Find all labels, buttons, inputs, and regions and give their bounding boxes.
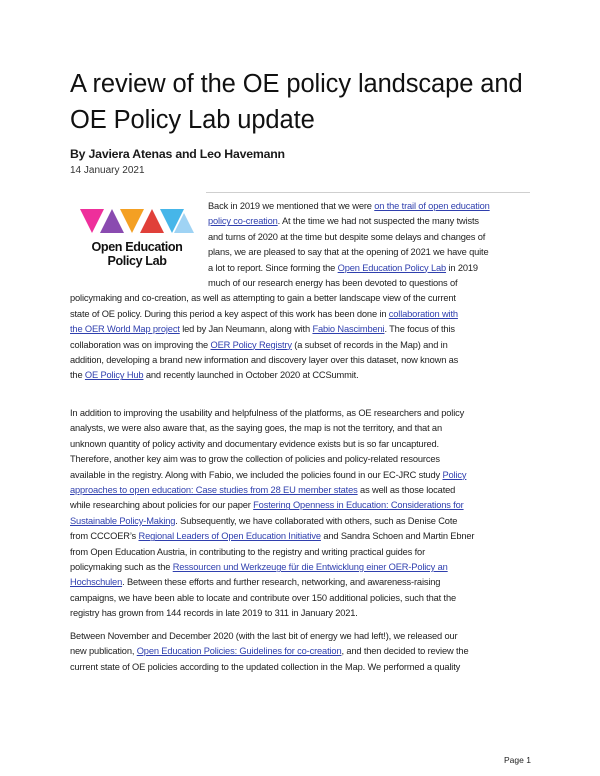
link-regional-leaders[interactable]: Regional Leaders of Open Education Initiative (138, 531, 321, 542)
text: from CCCOER’s (70, 531, 139, 542)
text: Back in 2019 we mentioned that we were (208, 201, 375, 211)
text: unknown quantity of policy activity and documentary evidence exists but is so far uncaptured. (70, 438, 439, 449)
text: and recently launched in October 2020 at CCSummit. (143, 370, 359, 381)
text: policymaking such as the (70, 562, 173, 572)
logo-text-line-1: Open Education (91, 240, 183, 254)
text: current state of OE policies according to the updated collection in the Map. We performed a quality (70, 661, 461, 672)
title-line-2: OE Policy Lab update (70, 106, 315, 134)
text: In addition to improving the usability and helpfulness of the platforms, as OE researchers and policy (70, 408, 465, 418)
page-number: Page 1 (504, 755, 531, 765)
text: policymaking and co-creation, as well as attempting to gain a better landscape view of the current (70, 293, 456, 304)
text: plans, we are pleased to say that at the opening of 2021 we have quite (208, 247, 489, 258)
text: much of our research energy has been devoted to questions of (208, 278, 458, 288)
text: Between November and December 2020 (with the last bit of energy we had left!), we released our (70, 631, 458, 641)
paragraph-2 (70, 406, 532, 626)
title-line-1: A review of the OE policy landscape and (70, 70, 523, 98)
link-ressourcen-und-werkzeuge[interactable]: Ressourcen und Werkzeuge für die Entwicklung einer OER-Policy an (172, 562, 448, 572)
text: registry has grown from 144 records in late 2019 to 311 in January 2021. (70, 608, 358, 619)
text: . At the time we had not suspected the many twists (277, 216, 479, 227)
text: while researching about policies for our paper (70, 500, 254, 511)
link-policy-approaches-cont[interactable]: approaches to open education: Case studies from 28 EU member states (70, 485, 358, 495)
paragraph-3 (70, 629, 532, 679)
author-byline: By Javiera Atenas and Leo Havemann (70, 147, 285, 161)
text: . The focus of this (384, 324, 455, 335)
text: and turns of 2020 at the time but despite some delays and changes of (208, 231, 486, 242)
link-fostering-openness-cont[interactable]: Sustainable Policy-Making (70, 515, 176, 526)
text: addition, developing a brand new information and discovery layer over this dataset, now known as (70, 355, 459, 365)
link-oer-policy-registry[interactable]: OER Policy Registry (210, 339, 292, 350)
text: . Subsequently, we have collaborated with others, such as Denise Cote (175, 515, 458, 526)
text: as well as those located (357, 485, 456, 495)
text: (a subset of records in the Map) and in (291, 339, 448, 350)
text: . Between these efforts and further research, networking, and awareness-raising (122, 577, 441, 588)
link-policy-co-creation[interactable]: policy co-creation (208, 216, 278, 227)
link-fostering-openness[interactable]: Fostering Openness in Education: Considerations for (253, 500, 464, 511)
divider-line (206, 192, 530, 193)
text: in 2019 (446, 262, 478, 273)
text: state of OE policy. During this period a key aspect of this work has been done in (70, 308, 389, 319)
link-hochschulen[interactable]: Hochschulen (70, 577, 123, 588)
text: analysts, we were also aware that, as the saying goes, the map is not the territory, and that an (70, 423, 442, 434)
text: led by Jan Neumann, along with (179, 324, 313, 335)
link-oer-world-map-project[interactable]: the OER World Map project (70, 324, 180, 335)
text: new publication, (70, 646, 137, 657)
text: and Sandra Schoen and Martin Ebner (320, 531, 475, 542)
paragraph-1 (70, 199, 532, 389)
link-fabio-nascimbeni[interactable]: Fabio Nascimbeni (312, 324, 385, 335)
link-open-education-policies-guidelines[interactable]: Open Education Policies: Guidelines for co-creation (136, 646, 342, 657)
link-oe-policy-hub[interactable]: OE Policy Hub (84, 370, 144, 381)
text: collaboration was on improving the (70, 339, 211, 350)
link-open-education-policy-lab[interactable]: Open Education Policy Lab (337, 262, 447, 273)
link-collaboration-with[interactable]: collaboration with (388, 308, 458, 319)
logo-text-line-2: Policy Lab (107, 254, 167, 268)
text: from Open Education Austria, in contributing to the registry and writing practical guides for (70, 546, 426, 557)
document-title (70, 66, 550, 138)
publication-date: 14 January 2021 (70, 165, 145, 176)
link-trail-of-open-education[interactable]: on the trail of open education (374, 201, 490, 211)
text: Therefore, another key aim was to grow the collection of policies and policy-related resources (70, 454, 440, 465)
text: a lot to report. Since forming the (208, 262, 338, 273)
text: campaigns, we have been able to locate and contribute over 150 additional policies, such that the (70, 592, 456, 603)
link-policy-approaches[interactable]: Policy (442, 469, 467, 480)
text: the (70, 370, 85, 381)
text: available in the registry. Along with Fabio, we included the policies found in our EC-JRC study (70, 469, 443, 480)
text: , and then decided to review the (341, 646, 469, 657)
